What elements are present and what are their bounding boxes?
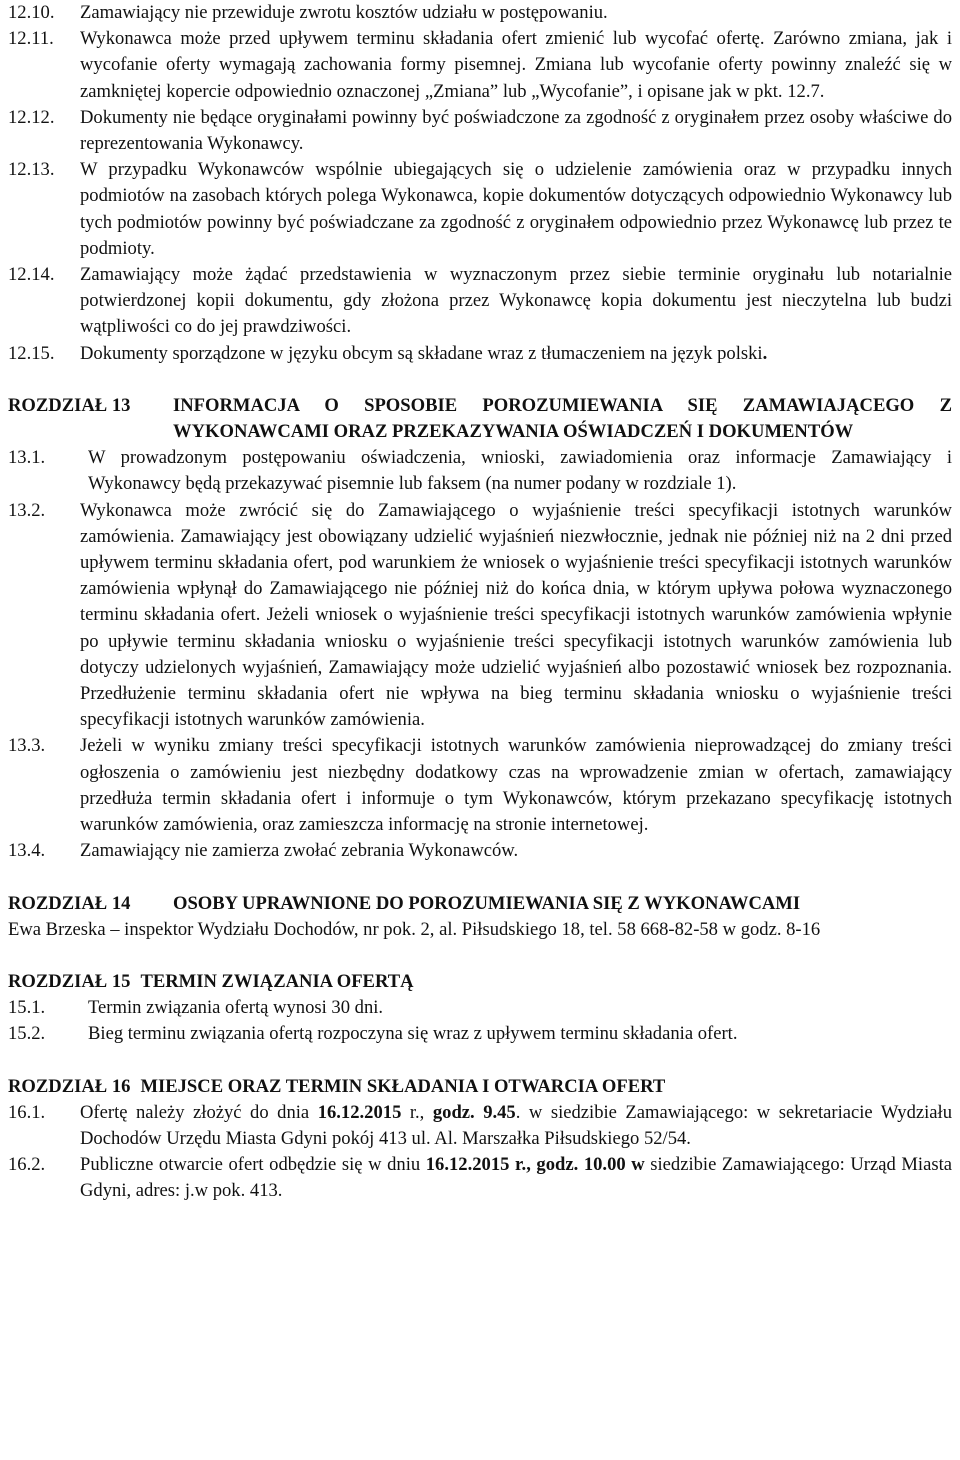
- item-text: Zamawiający może żądać przedstawienia w wyznaczonym przez siebie terminie oryginału lub notarialnie potwierdzonej kopii dokumentu, gdy złożona przez Wykonawcę kopia dokumentu jest nieczytelna lub budzi wątpliwości co do jej prawdziwości.: [80, 264, 952, 338]
- item-text: Jeżeli w wyniku zmiany treści specyfikacji istotnych warunków zamówienia nieprowadzącej do zmiany treści ogłoszenia o zamówieniu jest niezbędny dodatkowy czas na wprowadzenie zmian w ofertach, zamawiający przedłuża termin składania ofert i informuje o tym Wykonawców, którym przekazano specyfikację istotnych warunków zamówienia, oraz zamieszcza informację na stronie internetowej.: [80, 735, 952, 836]
- chapter-title: TERMIN ZWIĄZANIA OFERTĄ: [140, 970, 414, 992]
- chapter-13-heading: [8, 393, 952, 445]
- text-part: siedzibie Zamawiającego: Urząd Miasta Gdyni, adres: j.w pok. 413.: [80, 1154, 952, 1202]
- item-number: 12.13.: [8, 159, 55, 181]
- item-text: Dokumenty nie będące oryginałami powinny być poświadczone za zgodność z oryginałem przez osoby właściwe do reprezentowania Wykonawcy.: [80, 106, 952, 155]
- item-text: W przypadku Wykonawców wspólnie ubiegających się o udzielenie zamówienia oraz w przypadku innych podmiotów na zasobach których polega Wykonawca, kopie dokumentów dotyczących odpowiednio Wykonawcy lub tych podmiotów powinny być poświadczane za zgodność z oryginałem odpowiednio przez Wykonawcę lub przez te podmioty.: [80, 159, 952, 259]
- item-text: Termin związania ofertą wynosi 30 dni.: [88, 997, 384, 1019]
- item-text: W prowadzonym postępowaniu oświadczenia, wnioski, zawiadomienia oraz informacje Zamawiający i Wykonawcy będą przekazywać pisemnie lub faksem (na numer podany w rozdziale 1).: [88, 447, 952, 495]
- item-text-main: Dokumenty sporządzone w języku obcym są składane wraz z tłumaczeniem na język polski: [80, 342, 763, 364]
- text-part: r.,: [401, 1101, 433, 1123]
- list-item: [8, 498, 952, 734]
- item-text: Zamawiający nie zamierza zwołać zebrania Wykonawców.: [80, 840, 519, 862]
- list-item: [8, 733, 952, 838]
- submission-date: 16.12.2015: [317, 1101, 402, 1123]
- list-item: [8, 0, 952, 26]
- item-text: Bieg terminu związania ofertą rozpoczyna się wraz z upływem terminu składania ofert.: [88, 1023, 738, 1045]
- item-text: Wykonawca może przed upływem terminu składania ofert zmienić lub wycofać ofertę. Zarówno zmiana, jak i wycofanie oferty wymagają zachowania formy pisemnej. Zmiana lub wycofanie oferty powinny znaleźć się w zamkniętej kopercie odpowiednio oznaczonej „Zmiana” lub „Wycofanie”, i opisane jak w pkt. 12.7.: [80, 28, 952, 102]
- list-item: [8, 1021, 952, 1047]
- list-item: [8, 157, 952, 262]
- chapter-label: ROZDZIAŁ 14: [8, 892, 131, 914]
- chapter-label: ROZDZIAŁ 13: [8, 394, 131, 416]
- item-number: 15.1.: [8, 997, 46, 1019]
- item-text-dot: .: [762, 342, 768, 364]
- list-item: [8, 341, 952, 367]
- list-item: [8, 445, 952, 497]
- item-number: 15.2.: [8, 1023, 46, 1045]
- item-text: Wykonawca może zwrócić się do Zamawiającego o wyjaśnienie treści specyfikacji istotnych warunków zamówienia. Zamawiający jest obowiązany udzielić wyjaśnień niezwłocznie, jednak nie później niż na 2 dni przed upływem terminu składania ofert, pod warunkiem że wniosek o wyjaśnienie treści specyfikacji istotnych warunków zamówienia wpłynął do Zamawiającego nie później niż do końca dnia, w którym upływa połowa wyznaczonego terminu składania ofert. Jeżeli wniosek o wyjaśnienie treści specyfikacji istotnych warunków zamówienia wpłynie po upływie terminu składania wniosku o wyjaśnienie treści specyfikacji istotnych warunków zamówienia lub dotyczy udzielonych wyjaśnień, Zamawiający może udzielić wyjaśnień albo pozostawić wniosek bez rozpoznania. Przedłużenie terminu składania ofert nie wpływa na bieg terminu składania wniosku o wyjaśnienie treści specyfikacji istotnych warunków zamówienia.: [80, 499, 952, 731]
- item-text: [80, 1100, 952, 1152]
- chapter-16-heading: [8, 1074, 952, 1100]
- chapter-title: INFORMACJA O SPOSOBIE POROZUMIEWANIA SIĘ ZAMAWIAJĄCEGO Z WYKONAWCAMI ORAZ PRZEKAZYWANIA OŚWIADCZEŃ I DOKUMENTÓW: [173, 394, 952, 443]
- item-number: 16.1.: [8, 1101, 46, 1123]
- chapter-title: MIEJSCE ORAZ TERMIN SKŁADANIA I OTWARCIA OFERT: [140, 1075, 666, 1097]
- item-number: 12.10.: [8, 2, 55, 23]
- item-number: 12.11.: [8, 28, 54, 50]
- item-number: 13.3.: [8, 735, 46, 757]
- text-part: Ofertę należy złożyć do dnia: [80, 1101, 318, 1123]
- chapter-label: ROZDZIAŁ 15: [8, 970, 131, 992]
- list-item: [8, 105, 952, 157]
- item-text: [80, 1152, 952, 1204]
- item-text: Zamawiający nie przewiduje zwrotu kosztów udziału w postępowaniu.: [80, 2, 608, 23]
- item-number: 13.1.: [8, 447, 46, 469]
- item-number: 12.12.: [8, 106, 55, 128]
- chapter-label: ROZDZIAŁ 16: [8, 1075, 131, 1097]
- list-item: [8, 26, 952, 105]
- list-item: [8, 262, 952, 341]
- item-number: 13.4.: [8, 840, 46, 862]
- contact-person: Ewa Brzeska – inspektor Wydziału Dochodów, nr pok. 2, al. Piłsudskiego 18, tel. 58 668-82-58 w godz. 8-16: [8, 918, 821, 940]
- list-item: [8, 838, 952, 864]
- item-number: 12.14.: [8, 264, 55, 286]
- submission-hour: godz. 9.45: [432, 1101, 516, 1123]
- item-text: [80, 341, 952, 367]
- list-item: [8, 1152, 952, 1204]
- chapter-14-heading: [8, 891, 952, 917]
- chapter-15-heading: [8, 969, 952, 995]
- opening-date: 16.12.2015 r., godz. 10.00 w: [425, 1154, 645, 1176]
- item-number: 12.15.: [8, 342, 55, 364]
- text-part: . w siedzibie Zamawiającego: w sekretariacie Wydziału Dochodów Urzędu Miasta Gdyni pokój 413 ul. Al. Marszałka Piłsudskiego 52/54.: [80, 1101, 952, 1149]
- list-item: [8, 995, 952, 1021]
- chapter-title: OSOBY UPRAWNIONE DO POROZUMIEWANIA SIĘ Z WYKONAWCAMI: [173, 892, 801, 914]
- item-number: 13.2.: [8, 499, 46, 521]
- item-number: 16.2.: [8, 1154, 46, 1176]
- text-part: Publiczne otwarcie ofert odbędzie się w dniu: [80, 1154, 426, 1176]
- list-item: [8, 1100, 952, 1152]
